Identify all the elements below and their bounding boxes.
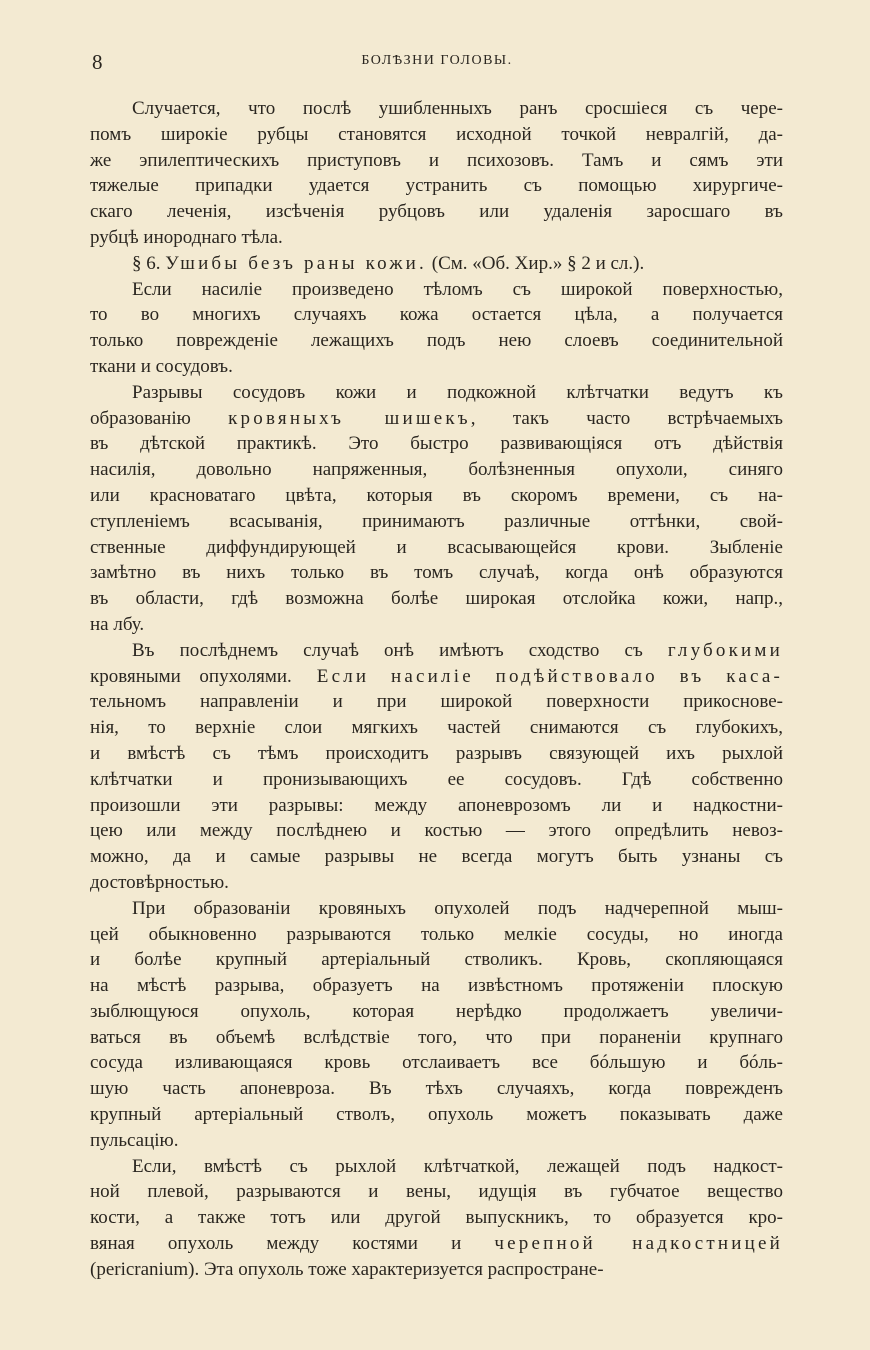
text-segment: ной плевой, разрываются и вены, идущія въ губчатое вещество (90, 1181, 783, 1203)
text-line (90, 586, 783, 612)
text-line (90, 96, 783, 122)
text-segment: Случается, что послѣ ушибленныхъ ранъ сросшіеся съ чере- (132, 98, 783, 119)
text-segment: и вмѣстѣ съ тѣмъ происходитъ разрывъ связующей ихъ рыхлой (90, 742, 783, 764)
text-segment: Въ послѣднемъ случаѣ онѣ имѣютъ сходство съ (132, 639, 668, 661)
text-segment: произошли эти разрывы: между апоневрозомъ ли и надкостни- (90, 794, 783, 816)
paragraph (90, 96, 783, 251)
emphasized-text: . Если насиліе подѣйствовало въ каса- (287, 665, 783, 687)
text-line (90, 793, 783, 819)
paragraph (90, 1154, 783, 1283)
text-line (90, 199, 783, 225)
text-line (90, 560, 783, 586)
text-segment: ваться въ объемѣ вслѣдствіе того, что при пораненіи крупнаго (90, 1026, 783, 1048)
text-segment: При образованіи кровяныхъ опухолей подъ надчерепной мыш- (132, 897, 783, 919)
page-header (92, 50, 782, 74)
text-segment: или красноватаго цвѣта, которыя въ скоромъ времени, съ на- (90, 484, 783, 506)
text-segment: (pericranium). Эта опухоль тоже характеризуется распростране- (90, 1258, 604, 1280)
text-segment: цей обыкновенно разрываются только мелкіе сосуды, но иногда (90, 923, 783, 945)
text-segment: только поврежденіе лежащихъ подъ нею слоевъ соединительной (90, 330, 783, 352)
text-segment: вяная опухоль между костями и (90, 1233, 495, 1255)
text-segment: образованію (90, 407, 229, 429)
text-line (90, 612, 783, 638)
text-segment: Разрывы сосудовъ кожи и подкожной клѣтчатки ведутъ къ (132, 381, 783, 403)
text-segment: на лбу. (90, 613, 145, 635)
text-segment: зыблющуюся опухоль, которая нерѣдко продолжаетъ увеличи- (90, 1000, 783, 1022)
text-line (90, 509, 783, 535)
text-segment: достовѣрностью. (90, 871, 229, 893)
text-segment: же эпилептическихъ приступовъ и психозовъ. Тамъ и сямъ эти (90, 149, 783, 171)
text-segment: кровяными опухолями (90, 665, 288, 687)
text-line (90, 1257, 783, 1283)
emphasized-text: черепной надкостницей (494, 1233, 783, 1255)
text-line (90, 715, 783, 741)
text-segment: Если насиліе произведено тѣломъ съ широкой поверхностью, (132, 278, 783, 300)
text-line (90, 431, 783, 457)
text-line (90, 689, 783, 715)
emphasized-text: . (173, 1129, 182, 1151)
paragraph (90, 380, 783, 638)
text-segment: на мѣстѣ разрыва, образуетъ на извѣстномъ протяженіи плоскую (90, 975, 783, 997)
text-segment: кости, а также тотъ или другой выпускникъ, то образуется кро- (90, 1207, 783, 1229)
text-segment: шую часть апоневроза. Въ тѣхъ случаяхъ, когда поврежденъ (90, 1078, 783, 1100)
text-segment: можно, да и самые разрывы не всегда могутъ быть узнаны съ (90, 846, 783, 868)
text-line (90, 148, 783, 174)
text-line (90, 380, 783, 406)
running-head: БОЛѢЗНИ ГОЛОВЫ. (361, 53, 513, 68)
text-line (90, 664, 783, 690)
text-line (90, 1231, 783, 1257)
text-segment: крупный артеріальный стволъ, опухоль можетъ показывать даже (90, 1104, 783, 1126)
text-segment: рубцѣ инороднаго тѣла. (90, 226, 283, 248)
emphasized-text: глубокими (667, 639, 783, 661)
text-segment: тельномъ направленіи и при широкой поверхности прикоснове- (90, 691, 783, 713)
text-line (90, 457, 783, 483)
text-line (90, 1179, 783, 1205)
text-segment: въ области, гдѣ возможна болѣе широкая отслойка кожи, напр., (90, 588, 783, 610)
text-line (90, 1154, 783, 1180)
text-line (90, 225, 783, 251)
paragraph (90, 896, 783, 1154)
text-segment: сосуда изливающаяся кровь отслаиваетъ все бóльшую и бóль- (90, 1052, 783, 1074)
paragraph (90, 638, 783, 896)
text-line (90, 896, 783, 922)
text-line (90, 741, 783, 767)
text-line (90, 483, 783, 509)
text-line (90, 406, 783, 432)
text-segment: помъ широкіе рубцы становятся исходной точкой невралгій, да- (90, 123, 783, 145)
text-line (90, 1102, 783, 1128)
text-line (90, 844, 783, 870)
text-segment: насилія, довольно напряженныя, болѣзненныя опухоли, синяго (90, 459, 783, 481)
text-line (90, 947, 783, 973)
text-line (90, 251, 783, 277)
text-line (90, 354, 783, 380)
text-line (90, 870, 783, 896)
paragraph (90, 277, 783, 380)
text-segment: § 6. (132, 252, 166, 274)
text-segment: ткани и сосудовъ. (90, 355, 233, 377)
text-segment: ственные диффундирующей и всасывающейся крови. Зыбленіе (90, 536, 783, 558)
text-segment: Если, вмѣстѣ съ рыхлой клѣтчаткой, лежащей подъ надкост- (132, 1155, 783, 1177)
text-line (90, 1025, 783, 1051)
text-segment: то во многихъ случаяхъ кожа остается цѣла, а получается (90, 304, 783, 326)
text-segment: цею или между послѣднею и костью — этого опредѣлить невоз- (90, 820, 783, 842)
text-line (90, 302, 783, 328)
text-segment: (См. «Об. Хир.» § 2 и сл.). (427, 252, 645, 274)
text-segment: пульсацію (90, 1129, 174, 1151)
text-line (90, 1076, 783, 1102)
emphasized-text: Ушибы безъ раны кожи. (165, 252, 428, 274)
text-segment: замѣтно въ нихъ только въ томъ случаѣ, когда онѣ образуются (90, 562, 783, 584)
text-segment: тяжелые припадки удается устранить съ помощью хирургиче- (90, 175, 783, 197)
text-line (90, 173, 783, 199)
text-segment: , такъ часто встрѣчаемыхъ (470, 407, 783, 429)
text-segment: ступленіемъ всасыванія, принимаютъ различные оттѣнки, свой- (90, 510, 783, 532)
text-segment: въ дѣтской практикѣ. Это быстро развивающіяся отъ дѣйствія (90, 433, 783, 455)
text-line (90, 535, 783, 561)
paragraph (90, 251, 783, 277)
text-line (90, 767, 783, 793)
text-line (90, 818, 783, 844)
body-text (90, 96, 783, 1283)
text-segment: клѣтчатки и пронизывающихъ ее сосудовъ. Гдѣ собственно (90, 768, 783, 790)
text-line (90, 922, 783, 948)
page-number: 8 (92, 50, 103, 74)
text-line (90, 122, 783, 148)
text-line (90, 1205, 783, 1231)
emphasized-text: кровяныхъ шишекъ (228, 407, 471, 429)
text-segment: нія, то верхніе слои мягкихъ частей снимаются съ глубокихъ, (90, 717, 783, 739)
text-segment: скаго леченія, изсѣченія рубцовъ или удаленія заросшаго въ (90, 201, 783, 223)
text-line (90, 328, 783, 354)
text-line (90, 973, 783, 999)
text-line (90, 277, 783, 303)
text-segment: и болѣе крупный артеріальный стволикъ. Кровь, скопляющаяся (90, 949, 783, 971)
text-line (90, 999, 783, 1025)
text-line (90, 1128, 783, 1154)
text-line (90, 638, 783, 664)
text-line (90, 1050, 783, 1076)
